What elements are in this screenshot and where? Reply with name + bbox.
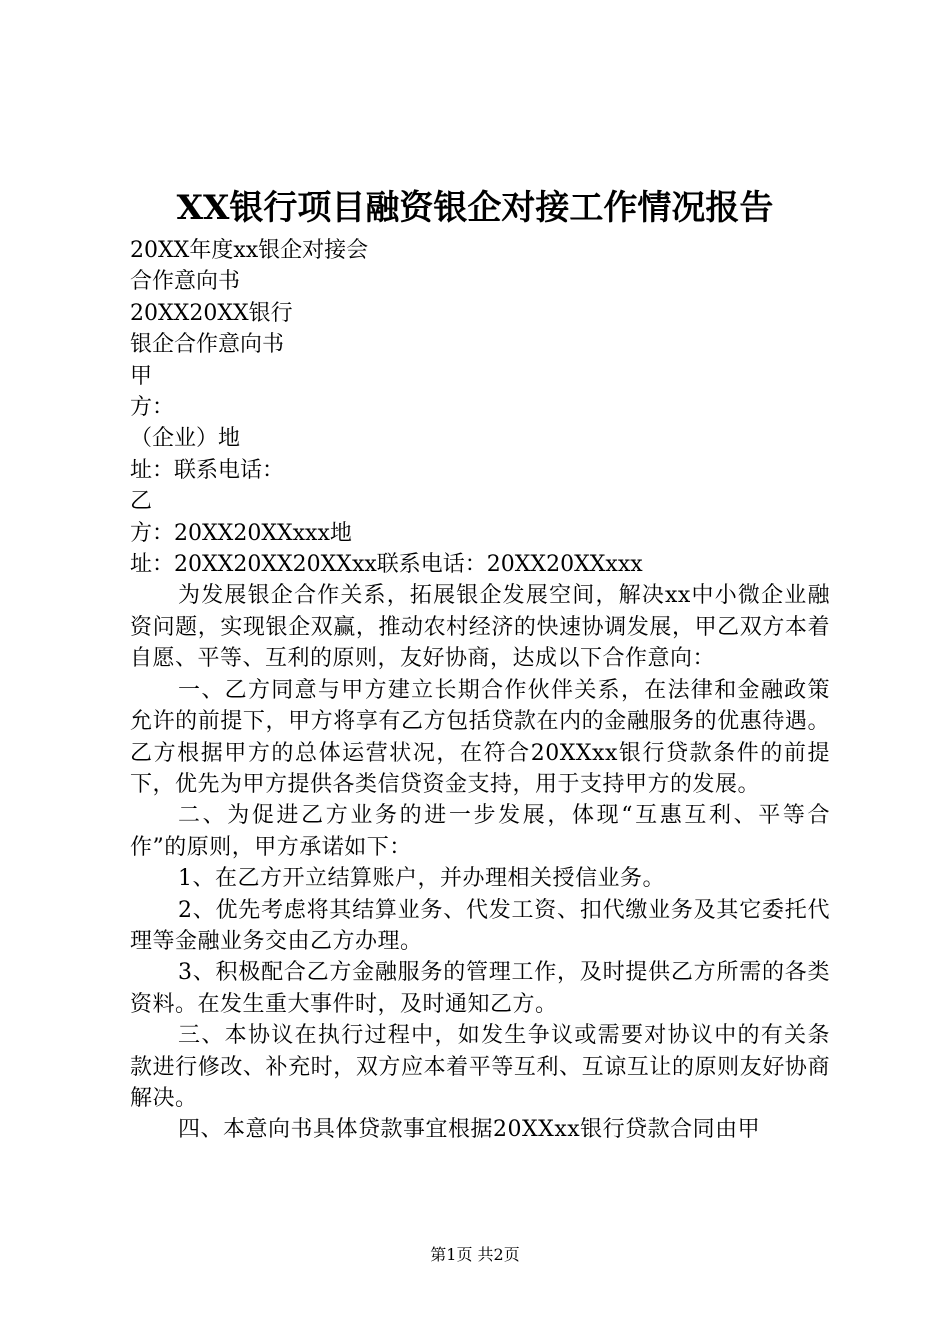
body-paragraph: 1、在乙方开立结算账户，并办理相关授信业务。 [178, 866, 665, 892]
page-footer: 第1页 共2页 [430, 1245, 520, 1264]
header-line: 方：20XX20XXxxx地 [130, 520, 352, 546]
body-paragraph: 四、本意向书具体贷款事宜根据20XXxx银行贷款合同由甲 [178, 1117, 761, 1143]
body-paragraph: 3、积极配合乙方金融服务的管理工作，及时提供乙方所需的各类资料。在发生重大事件时，及时通知乙方。 [130, 960, 830, 1017]
body-paragraph: 为发展银企合作关系，拓展银企发展空间，解决xx中小微企业融资问题，实现银企双赢，推动农村经济的快速协调发展，甲乙双方本着自愿、平等、互利的原则，友好协商，达成以下合作意向： [130, 583, 830, 672]
body-paragraph: 二、为促进乙方业务的进一步发展，体现“互惠互利、平等合作”的原则，甲方承诺如下： [130, 803, 830, 860]
body-paragraph: 三、本协议在执行过程中，如发生争议或需要对协议中的有关条款进行修改、补充时，双方应本着平等互利、互谅互让的原则友好协商解决。 [130, 1023, 830, 1111]
header-line: 20XX20XX银行 [130, 300, 293, 326]
header-line: 址：联系电话： [130, 457, 285, 483]
header-line: 址：20XX20XX20XXxx联系电话：20XX20XXxxx [130, 552, 643, 578]
body-paragraph: 一、乙方同意与甲方建立长期合作伙伴关系，在法律和金融政策允许的前提下，甲方将享有乙方包括贷款在内的金融服务的优惠待遇。乙方根据甲方的总体运营状况，在符合20XXxx银行贷款条件的前提下，优先为甲方提供各类信贷资金支持，用于支持甲方的发展。 [130, 677, 830, 797]
document-body [130, 235, 830, 1146]
header-line: 方： [130, 395, 175, 421]
header-line: （企业）地 [130, 426, 241, 452]
header-line: 20XX年度xx银企对接会 [130, 238, 369, 263]
header-line: 合作意向书 [130, 269, 241, 295]
document-title: XX银行项目融资银企对接工作情况报告 [176, 188, 774, 228]
header-line: 甲 [130, 363, 153, 389]
header-line: 银企合作意向书 [130, 332, 285, 358]
header-line: 乙 [130, 489, 153, 515]
body-paragraph: 2、优先考虑将其结算业务、代发工资、扣代缴业务及其它委托代理等金融业务交由乙方办理。 [130, 897, 830, 954]
